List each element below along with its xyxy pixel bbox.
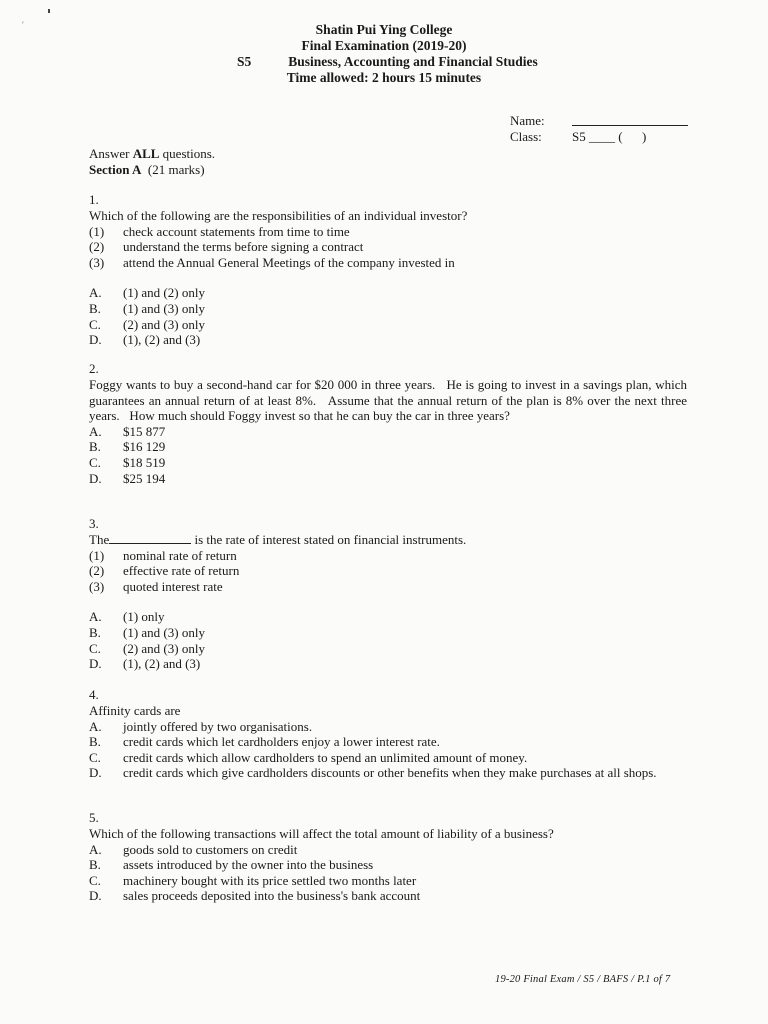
statement-text: effective rate of return: [123, 563, 240, 579]
question-3: [89, 516, 687, 672]
statement: [89, 239, 687, 255]
option-key: B.: [89, 734, 101, 750]
class-field[interactable]: S5 ____ ( ): [572, 129, 647, 144]
question-4: [89, 687, 687, 781]
school-name: Shatin Pui Ying College: [315, 22, 453, 37]
statement-key: (1): [89, 547, 105, 563]
answer-option-c[interactable]: [89, 750, 687, 766]
subject-line: [0, 54, 768, 70]
option-key: D.: [89, 765, 102, 781]
time-allowed: Time allowed: 2 hours 15 minutes: [286, 70, 482, 85]
option-text: credit cards which let cardholders enjoy a lower interest rate.: [123, 734, 440, 750]
answer-option-a[interactable]: [89, 609, 687, 625]
statement: [89, 255, 687, 271]
option-key: C.: [89, 454, 101, 470]
answer-option-c[interactable]: [89, 873, 687, 889]
section-title: Section A: [89, 161, 142, 177]
option-text: (2) and (3) only: [123, 640, 205, 656]
option-key: A.: [89, 285, 102, 301]
statement-key: (2): [89, 239, 105, 255]
exam-title: Final Examination (2019-20): [301, 38, 467, 53]
section-heading: [89, 162, 215, 178]
option-text: machinery bought with its price settled two months later: [123, 872, 417, 888]
option-key: D.: [89, 332, 102, 348]
scan-mark: [48, 9, 50, 13]
option-text: credit cards which allow cardholders to spend an unlimited amount of money.: [123, 749, 528, 765]
option-text: (1) only: [123, 609, 165, 625]
option-key: C.: [89, 316, 101, 332]
option-key: C.: [89, 749, 101, 765]
answer-suffix: questions.: [159, 146, 216, 161]
answer-option-c[interactable]: [89, 641, 687, 657]
option-text: assets introduced by the owner into the business: [123, 857, 374, 873]
option-key: B.: [89, 857, 101, 873]
name-label: Name:: [510, 113, 545, 128]
answer-option-b[interactable]: [89, 439, 687, 455]
question-stem: Affinity cards are: [89, 703, 181, 718]
statement-key: (2): [89, 563, 105, 579]
section-marks: (21 marks): [147, 161, 205, 177]
answer-option-a[interactable]: [89, 842, 687, 858]
answer-instruction: [89, 146, 215, 162]
answer-option-b[interactable]: [89, 301, 687, 317]
page-footer: 19-20 Final Exam / S5 / BAFS / P.1 of 7: [495, 974, 671, 985]
statement: [89, 579, 687, 595]
stem-prefix: The: [89, 532, 110, 547]
option-key: B.: [89, 439, 101, 455]
question-2: [89, 361, 691, 486]
option-text: goods sold to customers on credit: [123, 841, 298, 857]
option-text: $25 194: [123, 470, 166, 486]
option-key: A.: [89, 423, 102, 439]
answer-option-c[interactable]: [89, 455, 687, 471]
student-info: [510, 113, 688, 145]
statement-text: attend the Annual General Meetings of the company invested in: [123, 254, 455, 270]
option-text: $18 519: [123, 454, 166, 470]
exam-header: [0, 22, 768, 86]
option-key: B.: [89, 300, 101, 316]
answer-option-a[interactable]: [89, 719, 687, 735]
answer-prefix: Answer: [89, 146, 133, 161]
question-1: [89, 192, 687, 348]
option-key: A.: [89, 609, 102, 625]
option-key: A.: [89, 718, 102, 734]
answer-option-a[interactable]: [89, 285, 687, 301]
answer-option-b[interactable]: [89, 734, 687, 750]
option-text: $15 877: [123, 423, 166, 439]
question-stem: Foggy wants to buy a second-hand car for $20 000 in three years. He is going to invest in a savings plan, which guarantees an annual return of at least 8%. Assume that the annual return of the plan is 8% over the next three years. How much should Foggy invest so that he can buy the car in three years?: [89, 377, 691, 424]
fill-in-blank: [109, 532, 191, 544]
option-text: jointly offered by two organisations.: [123, 718, 313, 734]
name-field[interactable]: [572, 113, 688, 126]
statement: [89, 224, 687, 240]
option-key: D.: [89, 470, 102, 486]
option-key: C.: [89, 640, 101, 656]
option-key: B.: [89, 624, 101, 640]
option-key: D.: [89, 656, 102, 672]
statement: [89, 563, 687, 579]
statement-key: (3): [89, 254, 105, 270]
subject-title: Business, Accounting and Financial Studies: [288, 54, 538, 69]
scan-mark-tick: ′: [22, 20, 24, 30]
question-5: [89, 810, 687, 904]
option-text: credit cards which give cardholders discounts or other benefits when they make purchases at all shops.: [123, 765, 657, 781]
statement-text: quoted interest rate: [123, 578, 223, 594]
option-text: (1) and (2) only: [123, 285, 205, 301]
statement-text: understand the terms before signing a contract: [123, 239, 364, 255]
answer-option-a[interactable]: [89, 424, 687, 440]
answer-option-b[interactable]: [89, 625, 687, 641]
question-number: 4.: [89, 687, 99, 702]
option-text: (1) and (3) only: [123, 300, 205, 316]
form-label: S5: [237, 54, 252, 69]
stem-suffix: is the rate of interest stated on financial instruments.: [194, 532, 467, 547]
statement-key: (3): [89, 578, 105, 594]
option-text: (1), (2) and (3): [123, 332, 201, 348]
question-stem: Which of the following transactions will affect the total amount of liability of a business?: [89, 826, 554, 841]
option-text: (2) and (3) only: [123, 316, 205, 332]
answer-option-d[interactable]: [89, 888, 687, 904]
option-text: sales proceeds deposited into the business's bank account: [123, 888, 421, 904]
option-text: (1) and (3) only: [123, 624, 205, 640]
question-number: 3.: [89, 516, 99, 531]
answer-option-d[interactable]: [89, 656, 687, 672]
answer-option-c[interactable]: [89, 317, 687, 333]
option-text: $16 129: [123, 439, 166, 455]
question-number: 1.: [89, 192, 99, 207]
statement-text: nominal rate of return: [123, 547, 237, 563]
question-stem: Which of the following are the responsibilities of an individual investor?: [89, 208, 468, 223]
question-number: 2.: [89, 361, 99, 376]
class-label: Class:: [510, 129, 542, 144]
statement-text: check account statements from time to time: [123, 223, 350, 239]
option-key: D.: [89, 888, 102, 904]
answer-option-d[interactable]: [89, 765, 687, 781]
option-key: C.: [89, 872, 101, 888]
answer-option-d[interactable]: [89, 332, 687, 348]
answer-bold: ALL: [132, 146, 160, 161]
question-number: 5.: [89, 810, 99, 825]
answer-option-d[interactable]: [89, 471, 687, 487]
option-text: (1), (2) and (3): [123, 656, 201, 672]
statement: [89, 548, 687, 564]
answer-option-b[interactable]: [89, 857, 687, 873]
instructions: [89, 146, 215, 177]
option-key: A.: [89, 841, 102, 857]
statement-key: (1): [89, 223, 105, 239]
question-stem: [89, 532, 687, 548]
